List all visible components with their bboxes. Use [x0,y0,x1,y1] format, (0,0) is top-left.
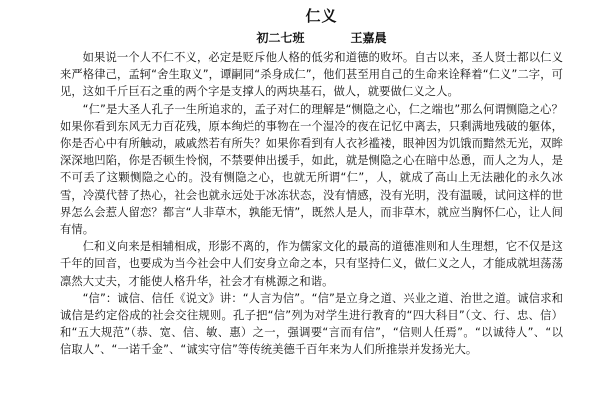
document-title: 仁义 [305,7,338,25]
byline [60,30,563,46]
document-body [60,49,563,359]
paragraph: “信”：诚信、信任《说文》讲：“人言为信”。“信”是立身之道、兴业之道、治世之道。诚信求和诚信是约定俗成的社会交往规则。孔子把“信”列为对学生进行教育的“四大科目”（文、行、忠、信）和“五大规范”（恭、宽、信、敏、惠）之一，强调要“言而有信”，“信则人任焉”。“以诚待人”、“以信取人”、“一诺千金”、“诚实守信”等传统美德千百年来为人们所推崇并发扬光大。 [60,291,563,357]
paragraph: 如果说一个人不仁不义，必定是贬斥他人格的低劣和道德的败坏。自古以来，圣人贤士都以仁义来严格律己，孟轲“舍生取义”，谭嗣同“杀身成仁”，他们甚至用自己的生命来诠释着“仁义”二字，可见，这如千斤巨石之重的两个字是支撑人的两块基石，做人，就要做仁义之人。 [60,51,563,99]
author-name: 王嘉晨 [350,31,387,45]
document-page [0,7,600,407]
class-label: 初二七班 [256,31,305,45]
paragraph: “仁”是大圣人孔子一生所追求的，孟子对仁的理解是“恻隐之心，仁之端也”那么何谓恻隐之心？如果你看到东风无力百花残，原本绚烂的事物在一个湿冷的夜在记忆中离去，只剩满地残破的躯体，你是否心中有所触动，戚戚然若有所失？如果你看到有人衣衫褴褛，眼神因为饥饿而黯然无光，双眸深深地凹陷，你是否顿生怜悯，不禁要伸出援手，如此，就是恻隐之心在暗中怂恿，而人之为人，是不可丢了这颗恻隐之心的。没有恻隐之心，也就无所谓“仁”，人，就成了高山上无法融化的永久冰雪，冷漠代替了热心，社会也就永远处于冰冻状态，没有情感，没有光明，没有温暖，试问这样的世界怎么会惹人留恋？都言“人非草木，孰能无情”，既然人是人，而非草木，就应当胸怀仁心，让人间有情。 [60,102,563,237]
paragraph: 仁和义向来是相辅相成，形影不离的，作为儒家文化的最高的道德准则和人生理想，它不仅是这千年的回音，也要成为当今社会中人们安身立命之本，只有坚持仁义，做仁义之人，才能成就坦荡荡凛然大丈夫，才能使人格升华，社会才有桃源之和谐。 [60,240,563,288]
